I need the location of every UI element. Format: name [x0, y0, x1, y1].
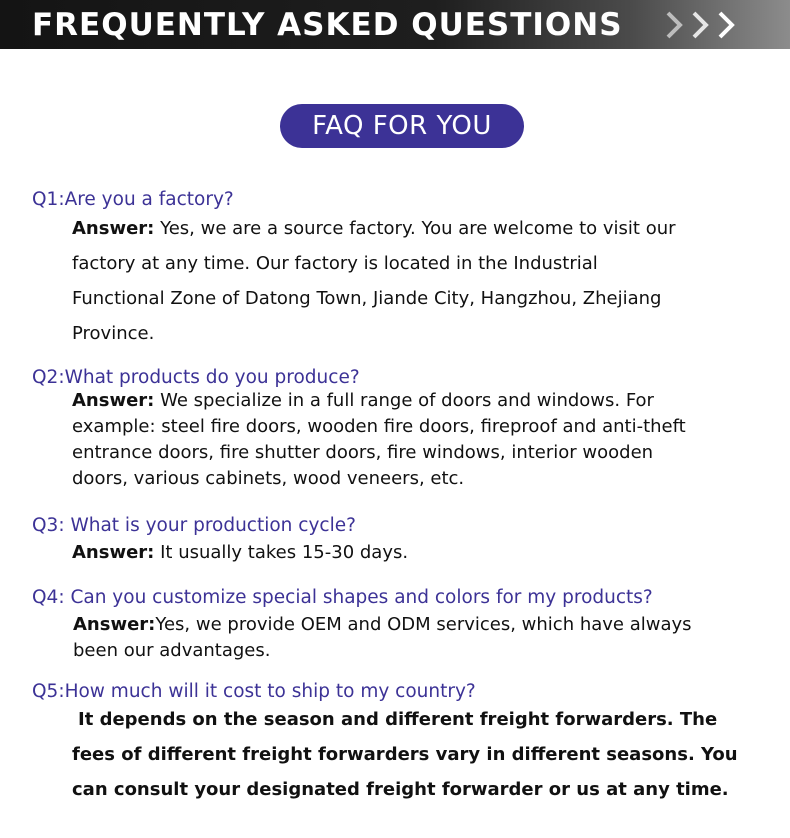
answer-line: doors, various cabinets, wood veneers, etc. [72, 468, 465, 489]
answer-label: Answer: [73, 614, 156, 635]
faq-question-1: Q1:Are you a factory? [32, 189, 234, 210]
faq-answer-4 [73, 612, 753, 664]
answer-label: Answer: [72, 542, 155, 563]
faq-question-4: Q4: Can you customize special shapes and colors for my products? [32, 587, 653, 608]
answer-line: can consult your designated freight forwarder or us at any time. [72, 779, 729, 800]
page-title: FREQUENTLY ASKED QUESTIONS [32, 7, 623, 43]
answer-line: example: steel fire doors, wooden fire doors, fireproof and anti-theft [72, 416, 686, 437]
faq-answer-5 [72, 702, 762, 807]
header-banner [0, 0, 790, 49]
answer-line: Province. [72, 323, 155, 344]
triple-chevron-right-icon [664, 10, 748, 40]
answer-line: been our advantages. [73, 640, 271, 661]
answer-line: It usually takes 15-30 days. [160, 542, 409, 563]
faq-question-5: Q5:How much will it cost to ship to my country? [32, 681, 476, 702]
faq-question-3: Q3: What is your production cycle? [32, 515, 356, 536]
answer-label: Answer: [72, 390, 155, 411]
faq-answer-1 [72, 211, 722, 351]
faq-for-you-badge: FAQ FOR YOU [280, 104, 524, 148]
answer-line: factory at any time. Our factory is located in the Industrial [72, 253, 598, 274]
faq-question-2: Q2:What products do you produce? [32, 367, 360, 388]
answer-line: It depends on the season and different freight forwarders. The [78, 709, 718, 730]
answer-label: Answer: [72, 218, 155, 239]
answer-line: We specialize in a full range of doors and windows. For [160, 390, 654, 411]
answer-line: Yes, we provide OEM and ODM services, which have always [155, 614, 692, 635]
answer-line: fees of different freight forwarders vary in different seasons. You [72, 744, 738, 765]
answer-line: Yes, we are a source factory. You are welcome to visit our [160, 218, 676, 239]
faq-answer-2 [72, 388, 752, 492]
answer-line: entrance doors, fire shutter doors, fire windows, interior wooden [72, 442, 654, 463]
faq-answer-3 [72, 540, 752, 566]
answer-line: Functional Zone of Datong Town, Jiande City, Hangzhou, Zhejiang [72, 288, 662, 309]
